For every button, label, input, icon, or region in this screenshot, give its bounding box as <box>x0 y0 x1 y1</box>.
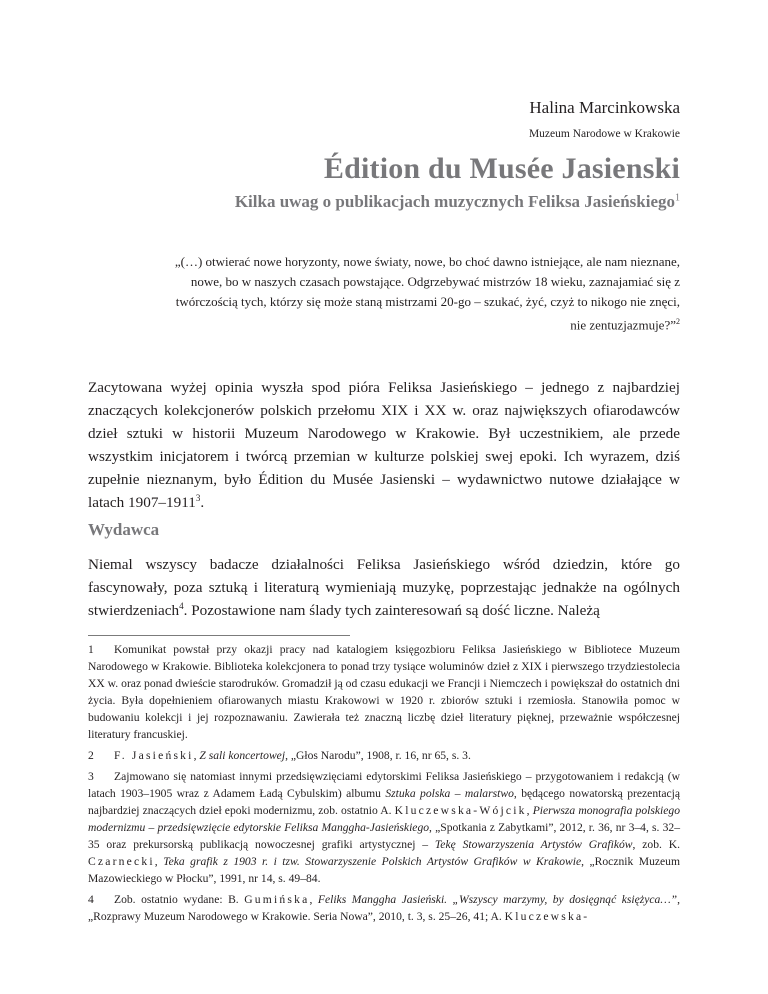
footnote-number: 1 <box>88 643 94 656</box>
footnote-ref-4[interactable]: 4 <box>179 600 184 611</box>
paragraph-1-text: Zacytowana wyżej opinia wyszła spod pióra Feliksa Jasieńskiego – jednego z najbardziej znaczących kolekcjonerów polskich przełomu XIX i XX w. oraz największych ofiarodawców dzieł sztuki w historii Muzeum Narodowego w Krakowie. Był uczestnikiem, ale przede wszystkim inicjatorem i twórcą przemian w kulturze polskiej swej epoki. Ich wyrazem, dziś zupełnie nieznanym, było Édition du Musée Jasienski – wydawnictwo nutowe działające w latach 1907–1911 <box>88 379 680 511</box>
footnote-2 <box>88 747 680 764</box>
footnote-ref-2[interactable]: 2 <box>676 317 680 326</box>
section-heading: Wydawca <box>88 520 160 539</box>
footnote-1 <box>88 641 680 743</box>
footnote-separator <box>88 635 350 636</box>
footnote-text: , <box>309 893 318 906</box>
cited-work-title: Pierwsza monografia polskiego modernizmu – przedsięwzięcie edytorskie Feliksa Manggha-Jasieńskiego <box>88 804 680 834</box>
paragraph-1-end: . <box>200 494 205 511</box>
cited-author: Czarnecki <box>88 855 155 868</box>
paragraph-2-text: Niemal wszyscy badacze działalności Feliksa Jasieńskiego wśród dziedzin, które go fascynowały, poza sztuką i literaturą wymieniają muzykę, poprzestając jednakże na ogólnych stwierdzeniach <box>88 556 680 619</box>
cited-author: F. Jasieński <box>114 749 194 762</box>
footnote-text: , <box>154 855 164 868</box>
cited-author: Gumińska <box>244 893 310 906</box>
cited-author: Kluczewska-Wójcik <box>394 804 527 817</box>
footnote-text: Zajmowano się natomiast innymi przedsięwzięciami edytorskimi Feliksa Jasieńskiego – przygotowaniem i redakcją (w latach 1903–1905 wraz z Adamem Ładą Cybulskim) albumu <box>88 770 680 800</box>
footnote-3 <box>88 768 680 887</box>
cited-author: Kluczewska- <box>504 910 590 923</box>
footnote-number: 4 <box>88 893 94 906</box>
body-paragraph-2 <box>88 553 680 622</box>
footnote-number: 2 <box>88 749 94 762</box>
subtitle-text: Kilka uwag o publikacjach muzycznych Feliksa Jasieńskiego <box>234 192 675 211</box>
footnote-text: Komunikat powstał przy okazji pracy nad katalogiem księgozbioru Feliksa Jasieńskiego w Bibliotece Muzeum Narodowego w Krakowie. Biblioteka kolekcjonera to ponad trzy tysiące woluminów dzieł z XIX i pierwszego trzydziestolecia XX w. oraz ponad dwieście starodruków. Gromadził ją od czasu edukacji we Francji i Niemczech i powiększał do ostatnich dni życia. Była dopełnieniem ofiarowanych miastu Krakowowi w 1920 r. zbiorów sztuki i rzemiosła. Stanowiła pomoc w budowaniu kolekcji i jej rozpoznawaniu. Zawierała też znaczną liczbę dzieł literatury pięknej, przeważnie współczesnej literatury francuskiej. <box>88 643 680 741</box>
cited-work-title: Tekę Stowarzyszenia Artystów Grafików <box>434 838 633 851</box>
cited-work-title: Sztuka polska – malarstwo <box>385 787 514 800</box>
paragraph-2-end: . Pozostawione nam ślady tych zainteresowań są dość liczne. Należą <box>183 602 600 619</box>
footnote-text: , „Rocznik Muzeum Mazowieckiego w Płocku”, 1991, nr 14, s. 49–84. <box>88 855 680 885</box>
footnote-4 <box>88 891 680 925</box>
footnote-text: , <box>526 804 533 817</box>
footnote-text: , będącego nowatorską prezentacją najbardziej znaczących dzieł epoki modernizmu, zob. ostatnio A. <box>88 787 681 817</box>
footnote-text: Zob. ostatnio wydane: B. <box>114 893 245 906</box>
cited-work-title: Feliks Manggha Jasieński. „Wszyscy marzymy, by dosięgnąć księżyca…” <box>317 893 678 906</box>
author-affiliation: Muzeum Narodowe w Krakowie <box>528 128 680 140</box>
footnote-number: 3 <box>88 770 94 783</box>
footnote-text: , <box>193 749 200 762</box>
body-paragraph-1 <box>88 376 680 514</box>
epigraph-quote <box>160 252 680 335</box>
footnote-ref-1[interactable]: 1 <box>675 192 680 204</box>
footnote-text: , „Głos Narodu”, 1908, r. 16, nr 65, s. 3. <box>285 749 471 762</box>
footnote-text: , „Spotkania z Zabytkami”, 2012, r. 36, nr 3–4, s. 32–35 oraz prekursorską publikacją nowoczesnej grafiki artystycznej – <box>88 821 681 851</box>
cited-work-title: Z sali koncertowej <box>199 749 286 762</box>
footnote-ref-3[interactable]: 3 <box>195 492 201 503</box>
epigraph-text: „(…) otwierać nowe horyzonty, nowe światy, nowe, bo choć dawno istniejące, ale nam nieznane, nowe, bo w naszych czasach powstające. Odgrzebywać mistrzów 18 wieku, zaznajamiać się z twórczością tych, którzy się może staną mistrzami 20-go – szukać, żyć, czyż to nikogo nie znęci, nie zentuzjazmuje?” <box>174 254 680 333</box>
footnotes <box>88 641 680 929</box>
article-subtitle <box>235 192 680 212</box>
article-title: Édition du Musée Jasienski <box>323 152 680 185</box>
footnote-text: , „Rozprawy Muzeum Narodowego w Krakowie. Seria Nowa”, 2010, t. 3, s. 25–26, 41; A. <box>88 893 681 923</box>
footnote-text: , zob. K. <box>632 838 681 851</box>
cited-work-title: Teka grafik z 1903 r. i tzw. Stowarzyszenie Polskich Artystów Grafików w Krakowie <box>163 855 582 868</box>
author-name: Halina Marcinkowska <box>529 98 680 117</box>
